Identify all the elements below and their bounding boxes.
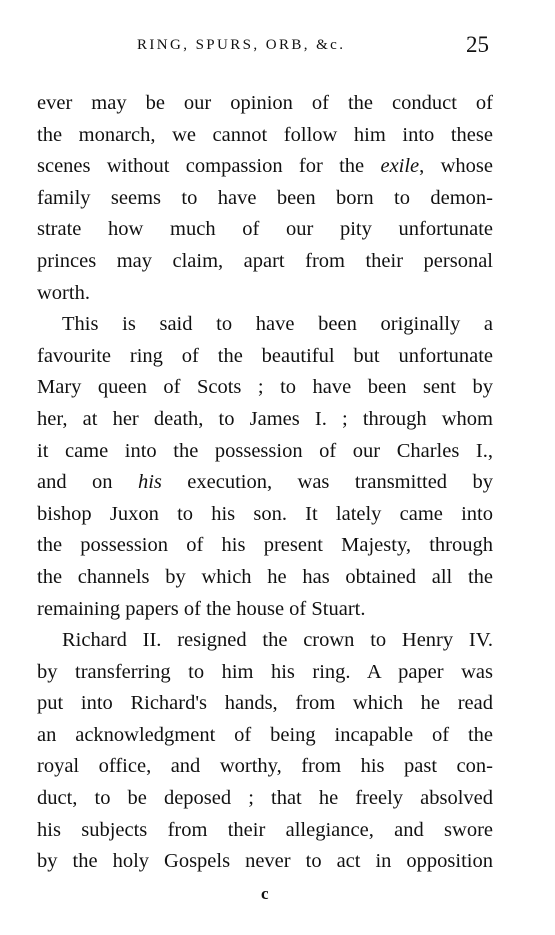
text-line: princes may claim, apart from their personal [37, 249, 493, 272]
text-line: the monarch, we cannot follow him into these [37, 123, 493, 146]
text-line: the possession of his present Majesty, through [37, 534, 493, 557]
text-segment: scenes without compassion for the [37, 155, 381, 178]
italic-word-exile: exile [380, 155, 420, 178]
text-line: by transferring to him his ring. A paper was [37, 660, 493, 683]
text-segment: , whose [419, 155, 493, 178]
text-line: it came into the possession of our Charles I., [37, 439, 493, 462]
text-line-with-italic-his [37, 467, 493, 499]
running-title: RING, SPURS, ORB, &c. [137, 37, 346, 53]
text-line: worth. [37, 281, 90, 304]
text-line: family seems to have been born to demon- [37, 186, 493, 209]
body-text [37, 88, 493, 878]
signature-mark: c [261, 884, 269, 903]
paragraph-start: This is said to have been originally a [62, 313, 493, 336]
text-line: favourite ring of the beautiful but unfortunate [37, 344, 493, 367]
text-line: ever may be our opinion of the conduct of [37, 92, 493, 114]
text-line: bishop Juxon to his son. It lately came into [37, 502, 493, 525]
running-head [0, 28, 555, 68]
text-line: an acknowledgment of being incapable of the [37, 723, 493, 746]
text-line: by the holy Gospels never to act in opposition [37, 850, 493, 873]
text-line: Mary queen of Scots ; to have been sent by [37, 376, 493, 399]
page-number: 25 [466, 32, 489, 57]
italic-word-his: his [137, 471, 162, 494]
text-line: her, at her death, to James I. ; through whom [37, 407, 493, 430]
text-segment: and on [37, 471, 138, 494]
text-line: royal office, and worthy, from his past con- [37, 755, 493, 778]
text-line: his subjects from their allegiance, and swore [37, 818, 493, 841]
text-line: put into Richard's hands, from which he read [37, 692, 493, 715]
text-line-with-italic-exile [37, 151, 493, 183]
paragraph-start: Richard II. resigned the crown to Henry IV. [62, 629, 493, 652]
text-segment: execution, was transmitted by [161, 471, 493, 494]
text-line: duct, to be deposed ; that he freely absolved [37, 787, 493, 810]
text-line: strate how much of our pity unfortunate [37, 218, 493, 241]
text-line: remaining papers of the house of Stuart. [37, 597, 366, 620]
text-line: the channels by which he has obtained all the [37, 565, 493, 588]
